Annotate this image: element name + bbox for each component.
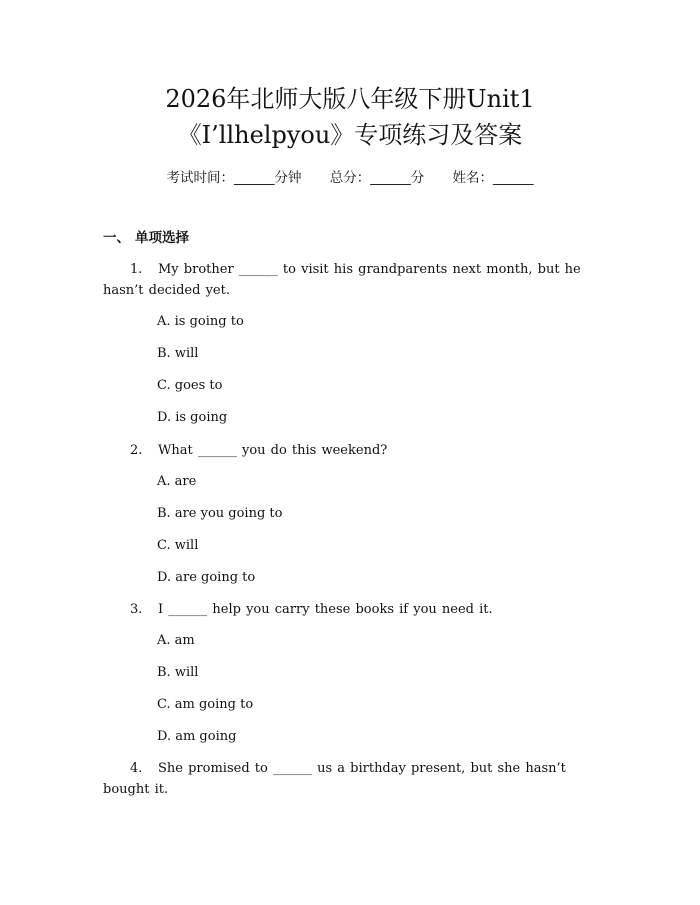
question-1-option-d: D. is going bbox=[157, 410, 228, 425]
question-2-option-a: A. are bbox=[157, 474, 197, 489]
question-2-option-d: D. are going to bbox=[157, 570, 256, 585]
section-title: 单项选择 bbox=[135, 230, 189, 246]
question-text: She promised to ______ us a birthday present, but she hasn’t bought it. bbox=[103, 761, 566, 797]
section-heading bbox=[103, 228, 189, 248]
question-number: 2. bbox=[130, 443, 143, 458]
question-number: 3. bbox=[130, 602, 143, 617]
exam-time-field: 考试时间：______分钟 bbox=[166, 170, 302, 186]
question-3-option-b: B. will bbox=[157, 665, 199, 680]
document-title-line-2: 《I’llhelpyou》专项练习及答案 bbox=[177, 121, 523, 149]
question-3-option-d: D. am going bbox=[157, 729, 237, 744]
question-1 bbox=[103, 259, 593, 301]
question-text: I ______ help you carry these books if you need it. bbox=[158, 602, 493, 617]
question-text: What ______ you do this weekend? bbox=[158, 443, 388, 458]
question-1-option-b: B. will bbox=[157, 346, 199, 361]
question-3-option-a: A. am bbox=[157, 633, 195, 648]
exam-name-field: 姓名：______ bbox=[452, 170, 534, 186]
question-3-option-c: C. am going to bbox=[157, 697, 254, 712]
question-number: 1. bbox=[130, 262, 143, 277]
document-title-line-1: 2026年北师大版八年级下册Unit1 bbox=[165, 85, 535, 113]
question-1-option-c: C. goes to bbox=[157, 378, 223, 393]
question-1-option-a: A. is going to bbox=[157, 314, 244, 329]
exam-score-field: 总分：______分 bbox=[329, 170, 425, 186]
section-number: 一、 bbox=[103, 230, 130, 246]
question-number: 4. bbox=[130, 761, 143, 776]
question-2 bbox=[103, 440, 593, 461]
exam-info bbox=[0, 168, 700, 188]
question-2-option-b: B. are you going to bbox=[157, 506, 283, 521]
question-2-option-c: C. will bbox=[157, 538, 199, 553]
question-4 bbox=[103, 758, 593, 800]
question-3 bbox=[103, 599, 593, 620]
question-text: My brother ______ to visit his grandparents next month, but he hasn’t decided yet. bbox=[103, 262, 581, 298]
